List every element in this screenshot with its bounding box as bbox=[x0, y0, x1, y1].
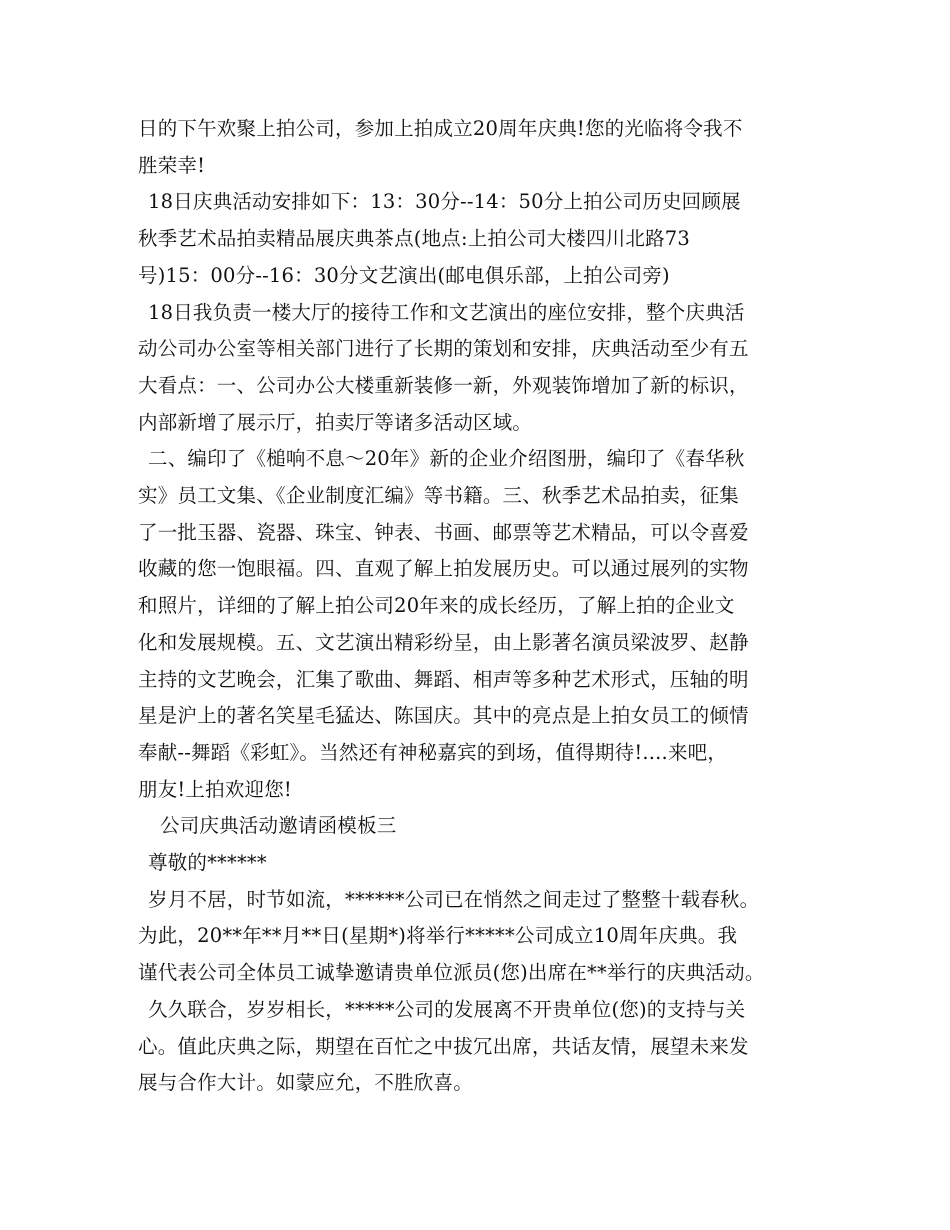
text-line: 内部新增了展示厅，拍卖厅等诸多活动区域。 bbox=[138, 410, 533, 434]
text-line: 18日我负责一楼大厅的接待工作和文艺演出的座位安排，整个庆典活 bbox=[148, 300, 745, 324]
section-heading: 公司庆典活动邀请函模板三 bbox=[160, 814, 397, 838]
text-line: 谨代表公司全体员工诚挚邀请贵单位派员(您)出席在**举行的庆典活动。 bbox=[138, 961, 765, 985]
text-line: 和照片，详细的了解上拍公司20年来的成长经历，了解上拍的企业文 bbox=[138, 594, 735, 618]
text-line: 了一批玉器、瓷器、珠宝、钟表、书画、邮票等艺术精品，可以令喜爱 bbox=[138, 520, 749, 544]
text-line: 久久联合，岁岁相长，*****公司的发展离不开贵单位(您)的支持与关 bbox=[148, 997, 746, 1021]
text-line: 化和发展规模。五、文艺演出精彩纷呈，由上影著名演员梁波罗、赵静 bbox=[138, 630, 749, 654]
text-line: 奉献--舞蹈《彩虹》。当然还有神秘嘉宾的到场，值得期待!....来吧， bbox=[138, 740, 728, 764]
text-line: 秋季艺术品拍卖精品展庆典茶点(地点:上拍公司大楼四川北路73 bbox=[138, 227, 690, 251]
text-line: 展与合作大计。如蒙应允，不胜欣喜。 bbox=[138, 1071, 473, 1095]
text-line: 收藏的您一饱眼福。四、直观了解上拍发展历史。可以通过展列的实物 bbox=[138, 557, 749, 581]
text-line: 日的下午欢聚上拍公司，参加上拍成立20周年庆典!您的光临将令我不 bbox=[138, 117, 743, 140]
text-line: 为此，20**年**月**日(星期*)将举行*****公司成立10周年庆典。我 bbox=[138, 924, 738, 948]
text-line: 号)15：00分--16：30分文艺演出(邮电俱乐部，上拍公司旁) bbox=[138, 263, 670, 287]
text-line: 动公司办公室等相关部门进行了长期的策划和安排，庆典活动至少有五 bbox=[138, 337, 749, 361]
text-line: 主持的文艺晚会，汇集了歌曲、舞蹈、相声等多种艺术形式，压轴的明 bbox=[138, 667, 749, 691]
text-line: 心。值此庆典之际，期望在百忙之中拔冗出席，共话友情，展望未来发 bbox=[138, 1034, 749, 1058]
text-line: 星是沪上的著名笑星毛猛达、陈国庆。其中的亮点是上拍女员工的倾情 bbox=[138, 704, 749, 728]
text-line: 胜荣幸! bbox=[138, 153, 206, 177]
text-line: 实》员工文集、《企业制度汇编》等书籍。三、秋季艺术品拍卖，征集 bbox=[138, 484, 739, 508]
salutation: 尊敬的****** bbox=[148, 851, 267, 875]
text-line: 二、编印了《槌响不息～20年》新的企业介绍图册，编印了《春华秋 bbox=[148, 447, 745, 471]
text-line: 朋友!上拍欢迎您! bbox=[138, 777, 292, 801]
text-line: 大看点：一、公司办公大楼重新装修一新，外观装饰增加了新的标识， bbox=[138, 373, 749, 397]
text-line: 18日庆典活动安排如下：13：30分--14：50分上拍公司历史回顾展 bbox=[148, 190, 741, 214]
text-line: 岁月不居，时节如流，******公司已在悄然之间走过了整整十载春秋。 bbox=[148, 887, 760, 911]
document-body bbox=[138, 111, 838, 1102]
